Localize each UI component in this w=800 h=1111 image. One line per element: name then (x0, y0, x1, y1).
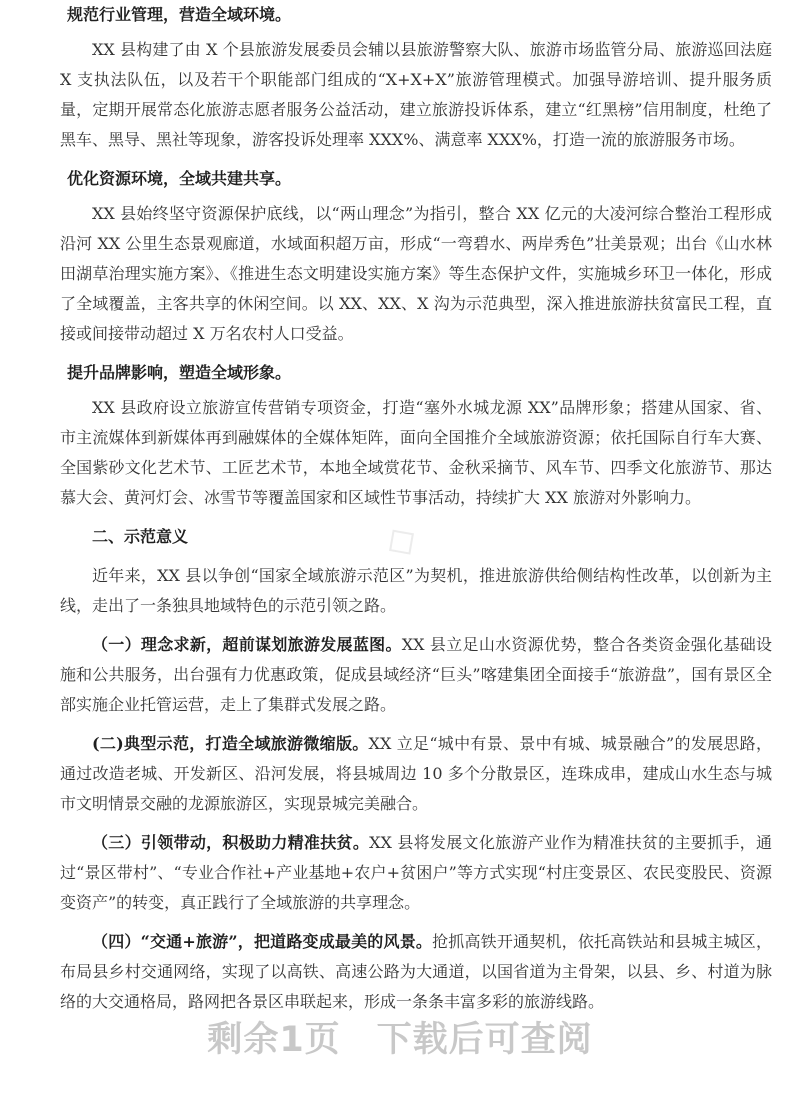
item-4-lead: （四）“交通+旅游”，把道路变成最美的风景。 (92, 932, 433, 951)
heading-resource-environment: 优化资源环境，全域共建共享。 (67, 169, 292, 188)
heading-brand-influence: 提升品牌影响，塑造全域形象。 (67, 363, 292, 382)
section-title-significance: 二、示范意义 (92, 527, 189, 546)
item-3-text: XX 县将发展文化旅游产业作为精准扶贫的主要抓手，通过“景区带村”、“专业合作社+产业基地+农户+贫困户”等方式实现“村庄变景区、农民变股民、资源变资产”的转变，真正践行了全域旅游的共享理念。 (60, 833, 772, 912)
paragraph-item-1 (60, 630, 772, 720)
item-3-lead: （三）引领带动，积极助力精准扶贫。 (92, 833, 370, 852)
paragraph-industry-management: XX 县构建了由 X 个县旅游发展委员会辅以县旅游警察大队、旅游市场监管分局、旅游巡回法庭 X 支执法队伍，以及若干个职能部门组成的“X+X+X”旅游管理模式。加强导游培训、提升服务质量，定期开展常态化旅游志愿者服务公益活动，建立旅游投诉体系，建立“红黑榜”信用制度，杜绝了黑车、黑导、黑社等现象，游客投诉处理率 XXX%、满意率 XXX%，打造一流的旅游服务市场。 (60, 40, 772, 149)
heading-industry-management: 规范行业管理，营造全域环境。 (67, 5, 292, 24)
item-4-text: 抢抓高铁开通契机，依托高铁站和县城主城区，布局县乡村交通网络，实现了以高铁、高速公路为大通道，以国省道为主骨架，以县、乡、村道为脉络的大交通格局，路网把各景区串联起来，形成一条条丰富多彩的旅游线路。 (60, 932, 772, 1011)
paragraph-significance-intro: 近年来，XX 县以争创“国家全域旅游示范区”为契机，推进旅游供给侧结构性改革，以创新为主线，走出了一条独具地域特色的示范引领之路。 (60, 566, 772, 615)
item-1-text: XX 县立足山水资源优势，整合各类资金强化基础设施和公共服务，出台强有力优惠政策，促成县域经济“巨头”喀建集团全面接手“旅游盘”，国有景区全部实施企业托管运营，走上了集群式发展之路。 (60, 635, 772, 714)
paragraph-resource-environment: XX 县始终坚守资源保护底线，以“两山理念”为指引，整合 XX 亿元的大凌河综合整治工程形成沿河 XX 公里生态景观廊道，水域面积超万亩，形成“一弯碧水、两岸秀色”壮美景观；出台《山水林田湖草治理实施方案》、《推进生态文明建设实施方案》等生态保护文件，实施城乡环卫一体化，形成了全域覆盖，主客共享的休闲空间。以 XX、XX、X 沟为示范典型，深入推进旅游扶贫富民工程，直接或间接带动超过 X 万名农村人口受益。 (60, 204, 772, 343)
item-2-text: XX 立足“城中有景、景中有城、城景融合”的发展思路，通过改造老城、开发新区、沿河发展，将县城周边 10 多个分散景区，连珠成串，建成山水生态与城市文明情景交融的龙源旅游区，实现景城完美融合。 (60, 734, 772, 813)
paragraph-item-4 (60, 927, 772, 1017)
paragraph-brand-influence: XX 县政府设立旅游宣传营销专项资金，打造“塞外水城龙源 XX”品牌形象；搭建从国家、省、市主流媒体到新媒体再到融媒体的全媒体矩阵，面向全国推介全域旅游资源；依托国际自行车大赛、全国紫砂文化艺术节、工匠艺术节，本地全域赏花节、金秋采摘节、风车节、四季文化旅游节、那达慕大会、黄河灯会、冰雪节等覆盖国家和区域性节事活动，持续扩大 XX 旅游对外影响力。 (60, 398, 772, 507)
item-2-lead: (二)典型示范，打造全域旅游微缩版。 (92, 734, 369, 753)
paragraph-item-3 (60, 828, 772, 918)
paragraph-item-2 (60, 729, 772, 819)
item-1-lead: （一）理念求新，超前谋划旅游发展蓝图。 (92, 635, 402, 654)
remaining-pages-banner: 剩余1页 下载后可查阅 (207, 1020, 593, 1060)
watermark: ◇ (374, 512, 426, 568)
